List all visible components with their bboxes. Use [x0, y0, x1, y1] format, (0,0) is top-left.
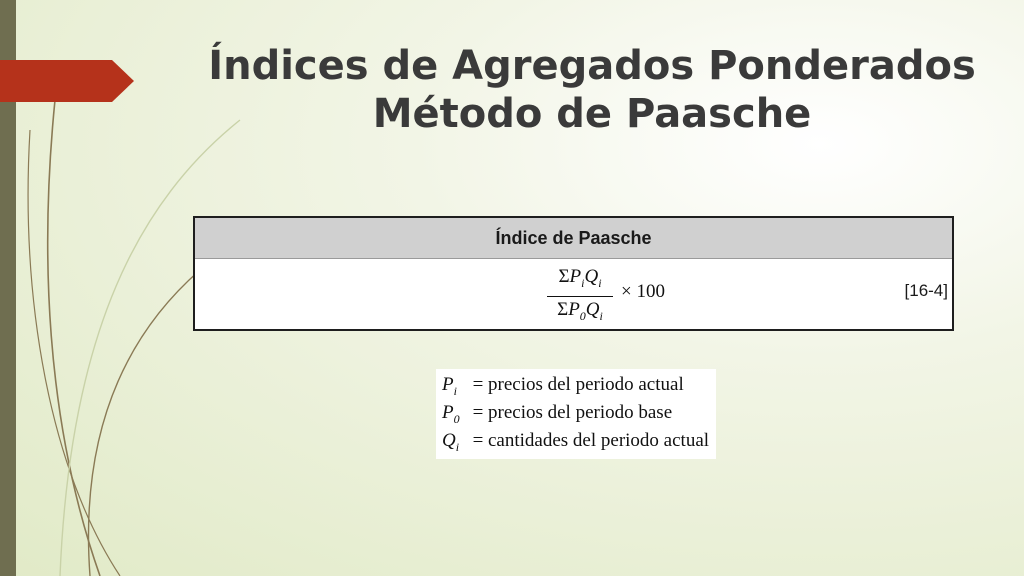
- var-q: Q: [584, 266, 599, 287]
- slide-title: [160, 42, 1024, 138]
- var-p: P: [568, 298, 580, 320]
- sub-i: i: [599, 308, 603, 323]
- equals-sign: =: [472, 430, 484, 451]
- formula-header: Índice de Paasche: [195, 218, 952, 259]
- legend-row: [442, 371, 710, 399]
- variable-legend: [436, 369, 716, 459]
- formula-multiplier: × 100: [621, 281, 665, 302]
- legend-description: precios del periodo actual: [488, 374, 684, 395]
- formula-reference: [16-4]: [904, 281, 948, 300]
- equals-sign: =: [472, 374, 484, 395]
- title-line-2: Método de Paasche: [372, 91, 812, 137]
- legend-var: $P_i$: [442, 374, 457, 398]
- legend-row: [442, 427, 710, 455]
- sigma-symbol: Σ: [558, 266, 570, 287]
- fraction-denominator: [547, 298, 613, 328]
- formula-fraction: [547, 265, 613, 328]
- sub-0: 0: [579, 308, 586, 323]
- sub-i: i: [581, 275, 585, 290]
- equals-sign: =: [472, 402, 484, 423]
- formula-box: [193, 216, 954, 331]
- legend-description: precios del periodo base: [488, 402, 673, 423]
- legend-row: [442, 399, 710, 427]
- var-p: P: [569, 266, 582, 287]
- legend-var: $Q_i$: [442, 430, 460, 454]
- formula-body: [195, 259, 952, 330]
- title-line-1: Índices de Agregados Ponderados: [208, 43, 976, 89]
- var-q: Q: [585, 298, 600, 320]
- legend-var: $P_0$: [442, 402, 460, 426]
- sigma-symbol: Σ: [557, 298, 569, 320]
- fraction-bar: [547, 296, 613, 297]
- sub-i: i: [598, 275, 602, 290]
- title-arrow-shape: [0, 60, 134, 102]
- fraction-numerator: [547, 265, 613, 295]
- legend-description: cantidades del periodo actual: [488, 430, 710, 451]
